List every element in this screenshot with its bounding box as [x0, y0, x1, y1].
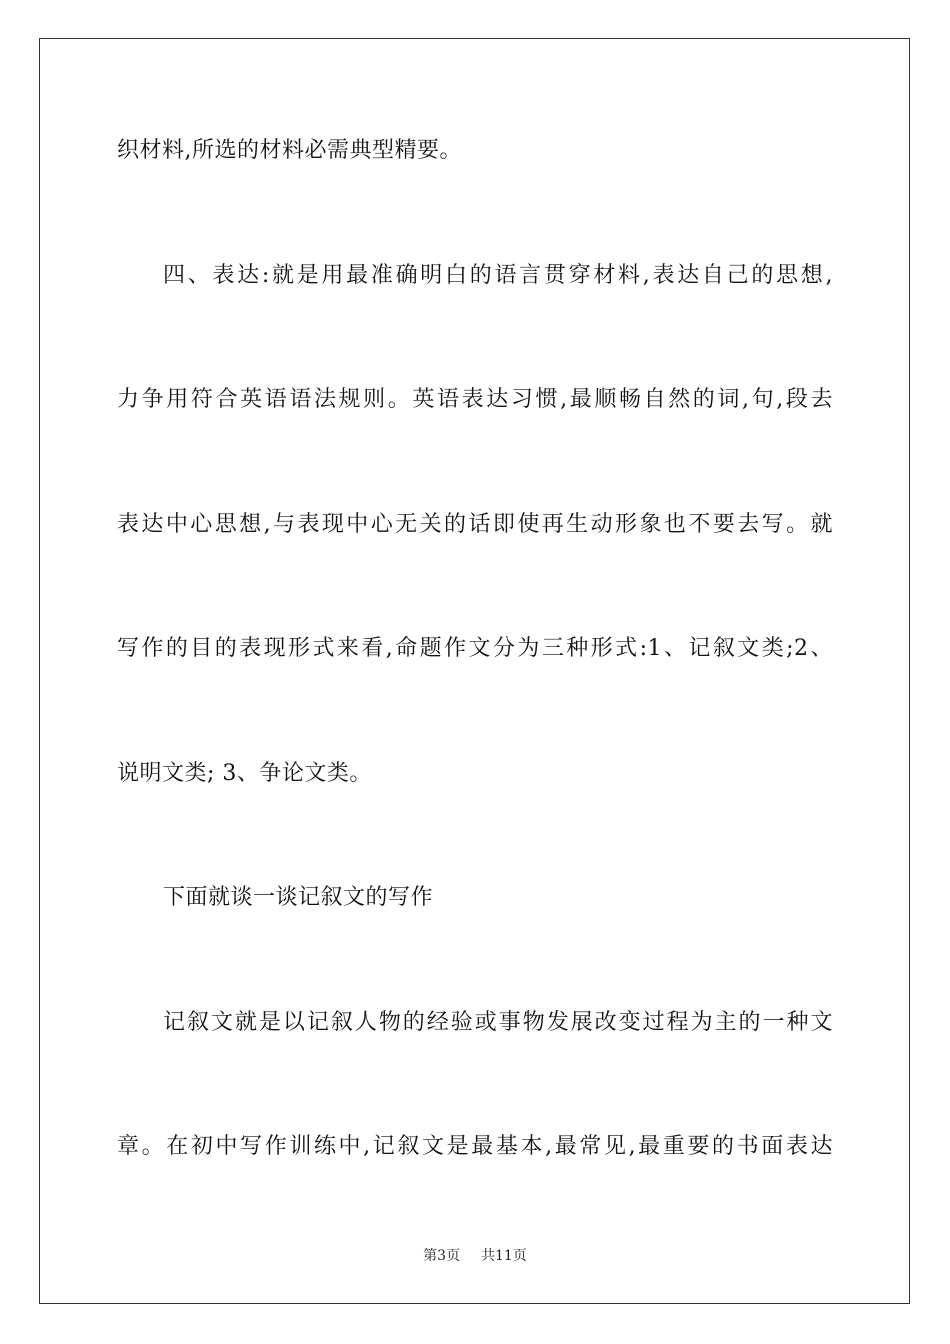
body-line-7: 下面就谈一谈记叙文的写作 [163, 885, 434, 910]
body-line-4: 表达中心思想,与表现中心无关的话即使再生动形象也不要去写。就 [117, 512, 833, 537]
page-border [39, 38, 910, 1304]
page-number: 第3页 [423, 1248, 461, 1264]
body-line-9: 章。在初中写作训练中,记叙文是最基本,最常见,最重要的书面表达 [117, 1134, 833, 1159]
body-line-5: 写作的目的表现形式来看,命题作文分为三种形式:1、记叙文类;2、 [117, 636, 833, 661]
body-line-8: 记叙文就是以记叙人物的经验或事物发展改变过程为主的一种文 [163, 1010, 833, 1035]
body-line-1: 织材料,所选的材料必需典型精要。 [117, 138, 462, 163]
body-line-3: 力争用符合英语语法规则。英语表达习惯,最顺畅自然的词,句,段去 [117, 387, 833, 412]
body-line-6: 说明文类; 3、争论文类。 [117, 761, 372, 786]
page-footer [0, 1247, 950, 1265]
body-line-2: 四、表达:就是用最准确明白的语言贯穿材料,表达自己的思想, [163, 263, 833, 288]
page-total: 共11页 [481, 1248, 527, 1264]
